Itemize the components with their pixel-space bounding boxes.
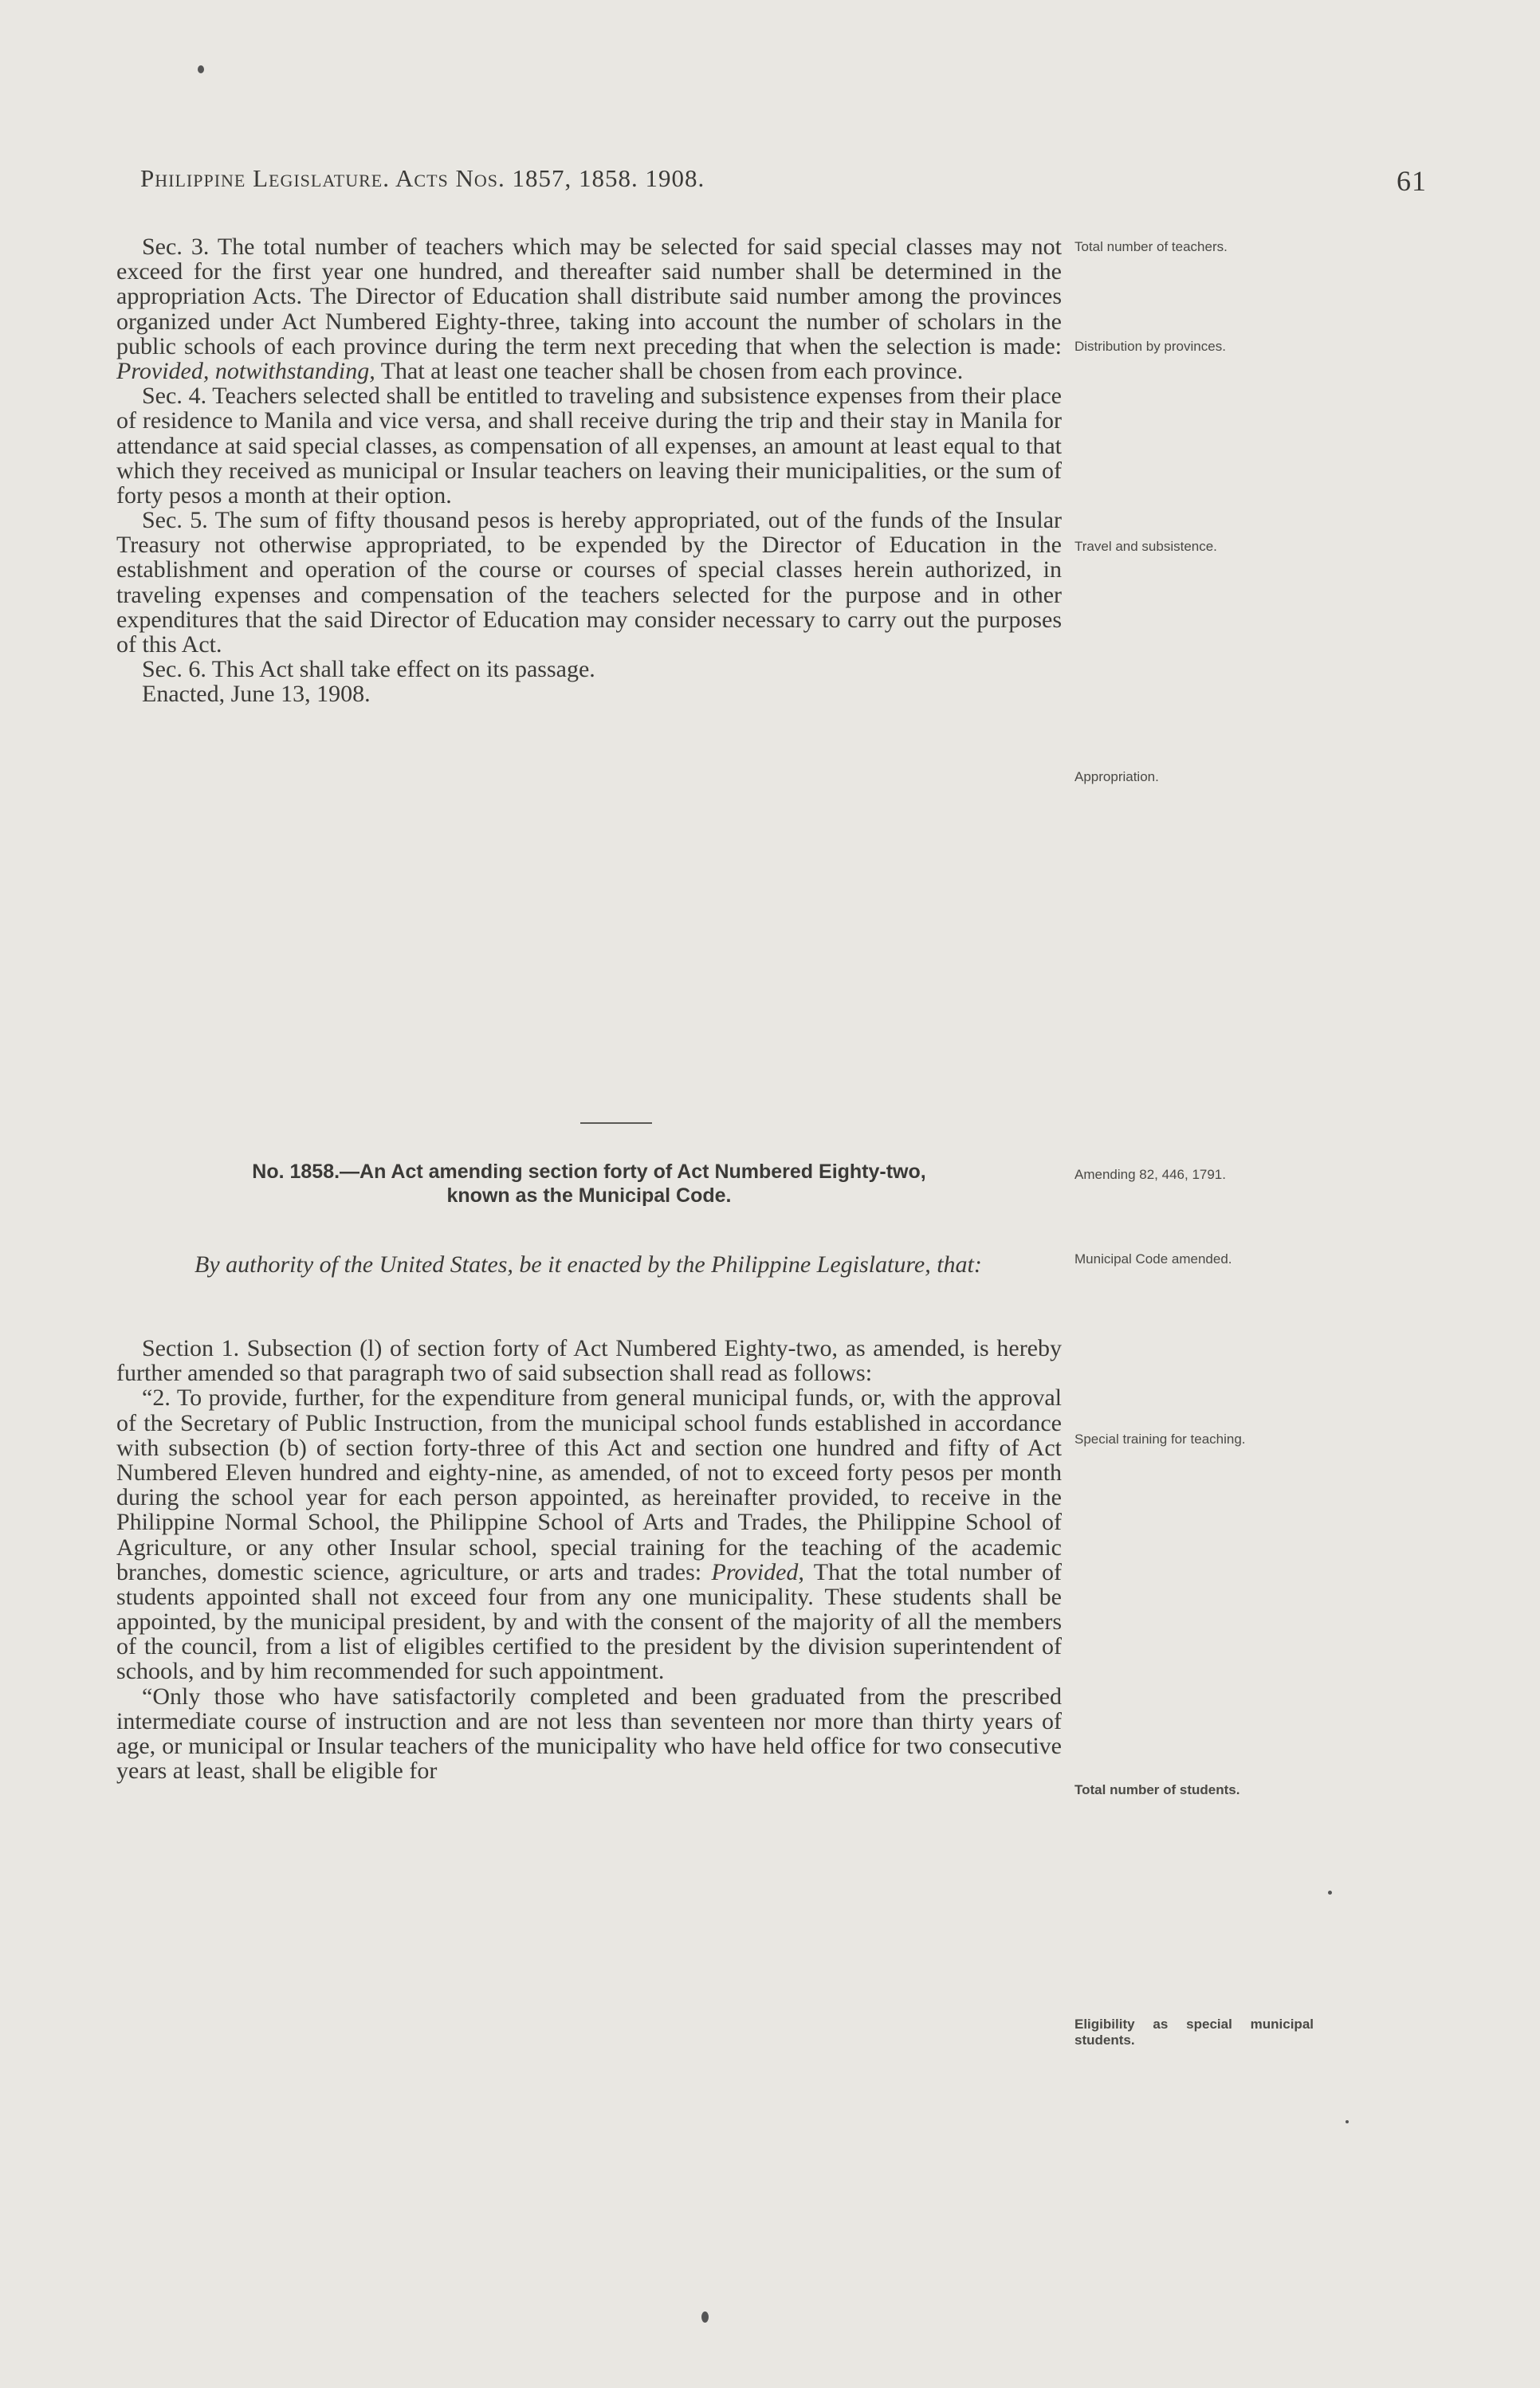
margin-note-appropriation: Appropriation. [1074, 769, 1159, 784]
paragraph-3: “Only those who have satisfactorily completed and been graduated from the prescribed intermediate course of instruction and are not less than seventeen nor more than thirty years of age, or municipal or Insular teachers of the municipality who have held office for two consecutive years at least, shall be eligible for [116, 1683, 1062, 1785]
heading-line-2: known as the Municipal Code. [446, 1184, 732, 1207]
section-5: Sec. 5. The sum of fifty thousand pesos is hereby appropriated, out of the funds of the Insular Treasury not otherwise appropriated, to be expended by the Director of Education in the establishment and operation of the course or courses of special classes herein authorized, in traveling expenses and compensation of the teachers selected for the purpose and in other expenditures that the said Director of Education may consider necessary to carry out the purposes of this Act. [116, 507, 1062, 658]
enacted-date: Enacted, June 13, 1908. [142, 681, 371, 708]
section-4: Sec. 4. Teachers selected shall be entitled to traveling and subsistence expenses from their place of residence to Manila and vice versa, and shall receive during the trip and their stay in Manila for attendance at said special classes, as compensation of all expenses, an amount at least equal to that which they received as municipal or Insular teachers on leaving their municipalities, or the sum of forty pesos a month at their option. [116, 383, 1062, 509]
margin-note-total-students: Total number of students. [1074, 1782, 1240, 1797]
heading-line-1: No. 1858.—An Act amending section forty of Act Numbered Eighty-two, [252, 1161, 926, 1183]
act-1857-continued [116, 234, 1062, 707]
print-speck [198, 65, 204, 73]
print-speck [1328, 1891, 1332, 1895]
section-6: Sec. 6. This Act shall take effect on its passage. [142, 656, 595, 683]
page-number: 61 [1397, 165, 1427, 197]
margin-note-total-teachers: Total number of teachers. [1074, 239, 1228, 254]
margin-note-amending: Amending 82, 446, 1791. [1074, 1167, 1226, 1182]
margin-note-distribution: Distribution by provinces. [1074, 339, 1226, 354]
margin-note-municipal-code: Municipal Code amended. [1074, 1251, 1232, 1267]
margin-note-eligibility: Eligibility as special municipal students. [1074, 2017, 1314, 2048]
print-speck [1346, 2120, 1349, 2123]
section-3: Sec. 3. The total number of teachers which may be selected for said special classes may not exceed for the first year one hundred, and thereafter said number shall be determined in the appropriation Acts. The Director of Education shall distribute said number among the provinces organized under Act Numbered Eighty-three, taking into account the number of scholars in the public schools of each province during the term next preceding that when the selection is made: Provided, notwithstanding, That at least one teacher shall be chosen from each province. [116, 234, 1062, 384]
print-speck [701, 2311, 709, 2323]
proviso-italic: Provided, [711, 1558, 804, 1585]
section-1: Section 1. Subsection (l) of section forty of Act Numbered Eighty-two, as amended, is hereby further amended so that paragraph two of said subsection shall read as follows: [116, 1335, 1062, 1387]
proviso-italic: Provided, notwithstanding, [116, 357, 375, 384]
running-head [140, 164, 1427, 196]
act-1858-heading [116, 1160, 1062, 1208]
margin-note-special-training: Special training for teaching. [1074, 1432, 1246, 1447]
running-title: Philippine Legislature. Acts Nos. 1857, 1858. 1908. [140, 164, 705, 192]
paragraph-2: “2. To provide, further, for the expenditure from general municipal funds, or, with the approval of the Secretary of Public Instruction, from the municipal school funds established in accordance with subsection (b) of section forty-three of this Act and section one hundred and fifty of Act Numbered Eleven hundred and eighty-nine, as amended, of not to exceed forty pesos per month during the school year for each person appointed, as hereinafter provided, to receive in the Philippine Normal School, the Philippine School of Arts and Trades, the Philippine School of Agriculture, or any other Insular school, special training for the teaching of the academic branches, domestic science, agriculture, or arts and trades: Provided, That the total number of students appointed shall not exceed four from any one municipality. These students shall be appointed, by the municipal president, by and with the consent of the majority of all the members of the council, from a list of eligibles certified to the president by the division superintendent of schools, and by him recommended for such appointment. [116, 1384, 1062, 1685]
enacting-clause: By authority of the United States, be it enacted by the Philippine Legislature, that: [194, 1251, 982, 1278]
act-1858-body [116, 1336, 1062, 1783]
margin-note-travel: Travel and subsistence. [1074, 539, 1217, 554]
section-divider [580, 1122, 652, 1124]
